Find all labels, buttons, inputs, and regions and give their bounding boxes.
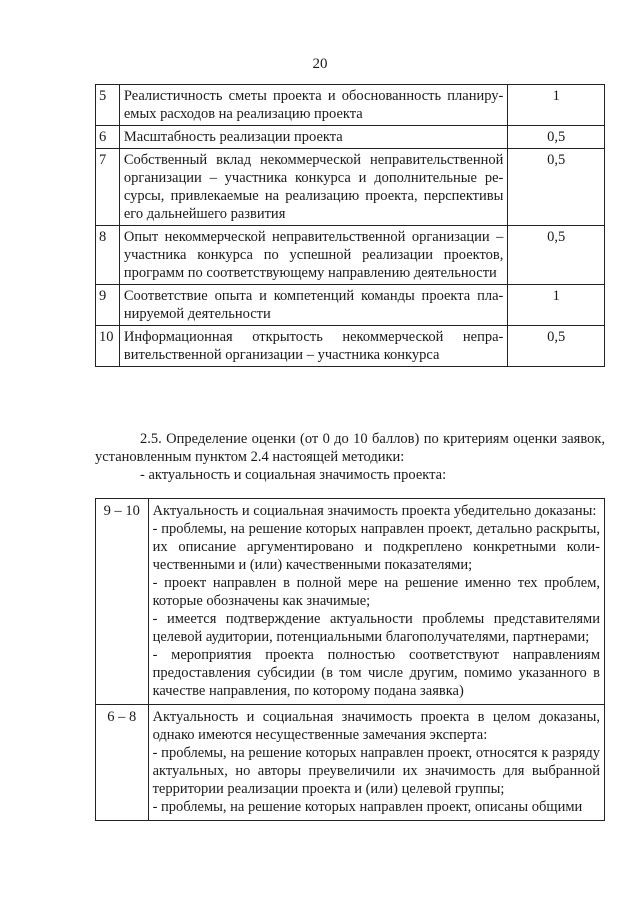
score-range: 6 – 8 [96, 705, 149, 821]
criteria-table [95, 84, 605, 367]
criteria-text: Информационная открытость некоммерческой неправительственной организации – участника конкурса [119, 326, 508, 367]
score-description-line: - проект направлен в полной мере на решение именно тех проблем, которые обозначены как значимые; [152, 575, 600, 609]
criteria-row [96, 85, 605, 126]
criteria-text: Масштабность реализации проекта [119, 126, 508, 149]
score-description-line: - проблемы, на решение которых направлен проект, детально раскрыты, их описание аргументировано и подкреплено конкретными количественными и (или) качественными показателями; [152, 521, 600, 573]
criteria-row [96, 126, 605, 149]
criteria-number: 6 [96, 126, 120, 149]
section-2-5-subitem: - актуальность и социальная значимость проекта: [140, 467, 447, 483]
score-description-line: Актуальность и социальная значимость проекта в целом доказаны, однако имеются несущественные замечания эксперта: [152, 709, 600, 743]
score-description-line: - имеется подтверждение актуальности проблемы представителями целевой аудитории, потенциальными благополучателями, партнерами; [152, 611, 600, 645]
criteria-score: 0,5 [508, 126, 605, 149]
score-row [96, 705, 605, 821]
criteria-score: 0,5 [508, 226, 605, 285]
criteria-number: 9 [96, 285, 120, 326]
score-description-line: - мероприятия проекта полностью соответствуют направлениям предоставления субсидии (в том числе другим, помимо указанного в качестве направления, по которому подана заявка) [152, 647, 600, 699]
criteria-text: Реалистичность сметы проекта и обоснованность планируемых расходов на реализацию проекта [119, 85, 508, 126]
score-description-line: - проблемы, на решение которых направлен проект, относятся к разряду актуальных, но авторы преувеличили их значимость для выбранной территории реализации проекта и (или) целевой группы; [152, 745, 600, 797]
section-2-5-text: 2.5. Определение оценки (от 0 до 10 баллов) по критериям оценки заявок, установленным пунктом 2.4 настоящей методики: [95, 431, 605, 465]
score-description-line: - проблемы, на решение которых направлен проект, описаны общими [152, 799, 583, 815]
criteria-number: 8 [96, 226, 120, 285]
score-description-line: Актуальность и социальная значимость проекта убедительно доказаны: [152, 503, 597, 519]
criteria-row [96, 285, 605, 326]
criteria-number: 7 [96, 149, 120, 226]
criteria-text: Опыт некоммерческой неправительственной организации – участника конкурса по успешной реализации проектов, программ по соответствующему направлению деятельности [119, 226, 508, 285]
criteria-row [96, 226, 605, 285]
criteria-row [96, 149, 605, 226]
page-number: 20 [312, 56, 328, 72]
criteria-score: 1 [508, 85, 605, 126]
criteria-score: 1 [508, 285, 605, 326]
score-description [148, 705, 604, 821]
criteria-score: 0,5 [508, 149, 605, 226]
score-table [95, 498, 605, 821]
criteria-number: 5 [96, 85, 120, 126]
score-range: 9 – 10 [96, 499, 149, 705]
section-2-5 [95, 430, 605, 484]
criteria-text: Собственный вклад некоммерческой неправительственной организации – участника конкурса и дополнительные ресурсы, привлекаемые на реализацию проекта, перспективы его дальнейшего развития [119, 149, 508, 226]
criteria-text: Соответствие опыта и компетенций команды проекта планируемой деятельности [119, 285, 508, 326]
score-description [148, 499, 604, 705]
criteria-score: 0,5 [508, 326, 605, 367]
score-row [96, 499, 605, 705]
criteria-number: 10 [96, 326, 120, 367]
criteria-row [96, 326, 605, 367]
